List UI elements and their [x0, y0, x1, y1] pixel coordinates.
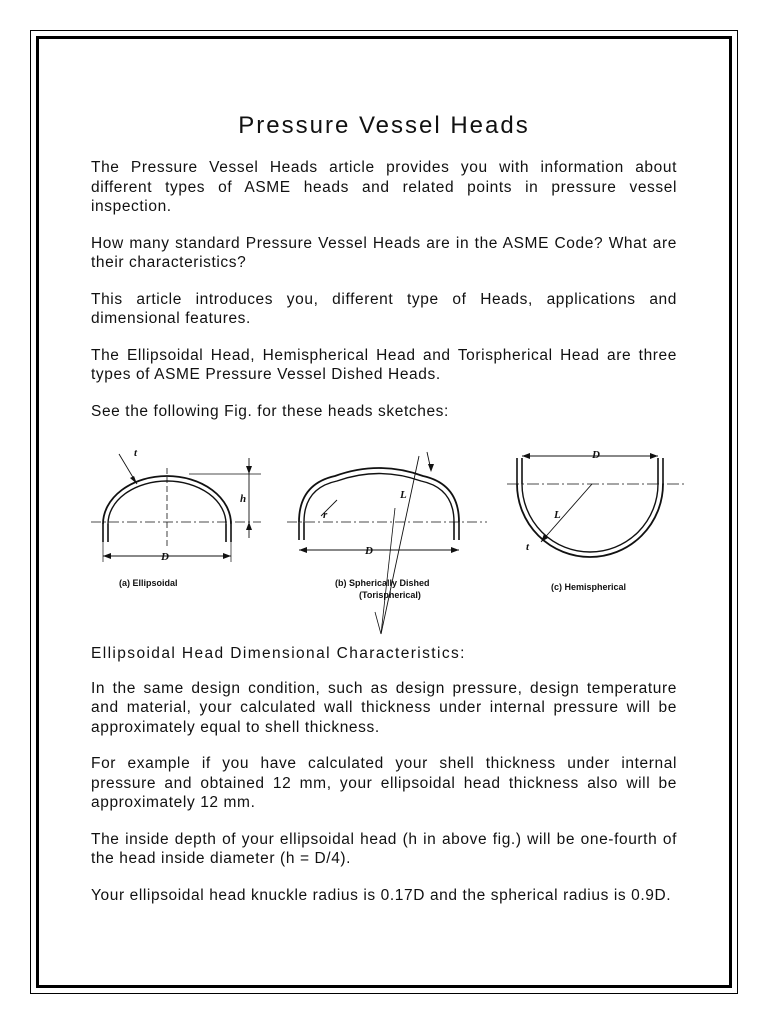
- label-L-torispherical: L: [400, 489, 407, 501]
- label-D-hemispherical: D: [592, 449, 600, 461]
- introduction-paragraph: This article introduces you, different type of Heads, applications and dimensional features.: [91, 290, 677, 327]
- inside-depth-paragraph: The inside depth of your ellipsoidal head (h in above fig.) will be one-fourth of the head inside diameter (h = D/4).: [91, 830, 677, 867]
- label-r: r: [323, 509, 328, 521]
- example-paragraph: For example if you have calculated your shell thickness under internal pressure and obtained 12 mm, your ellipsoidal head thickness also will be approximately 12 mm.: [91, 755, 677, 811]
- heads-figure: [89, 438, 689, 638]
- section-heading: Ellipsoidal Head Dimensional Characteristics:: [91, 645, 466, 662]
- label-t-ellipsoidal: t: [134, 447, 138, 459]
- label-h: h: [240, 493, 247, 505]
- intro-paragraph: The Pressure Vessel Heads article provides you with information about different types of ASME heads and related points in pressure vessel inspection.: [91, 159, 677, 215]
- hemispherical-head-drawing: [507, 453, 685, 557]
- document-body: [91, 110, 677, 922]
- figure-intro-paragraph: See the following Fig. for these heads sketches:: [91, 402, 449, 420]
- caption-spherically-dished: (b) Spherically Dished: [335, 578, 430, 588]
- label-L-hemispherical: L: [554, 509, 561, 521]
- head-types-paragraph: The Ellipsoidal Head, Hemispherical Head and Torispherical Head are three types of ASME Pressure Vessel Dished Heads.: [91, 346, 677, 383]
- page-title: Pressure Vessel Heads: [238, 112, 530, 139]
- torispherical-head-drawing: [287, 452, 487, 634]
- caption-ellipsoidal: (a) Ellipsoidal: [119, 578, 178, 588]
- caption-torispherical: (Torispherical): [359, 590, 421, 600]
- label-D-torispherical: D: [365, 545, 373, 557]
- question-paragraph: How many standard Pressure Vessel Heads are in the ASME Code? What are their characteristics?: [91, 234, 677, 271]
- caption-hemispherical: (c) Hemispherical: [551, 582, 627, 592]
- label-t-hemispherical: t: [526, 541, 530, 553]
- design-condition-paragraph: In the same design condition, such as design pressure, design temperature and material, your calculated wall thickness under internal pressure will be approximately equal to shell thickness.: [91, 679, 677, 736]
- knuckle-radius-paragraph: Your ellipsoidal head knuckle radius is 0.17D and the spherical radius is 0.9D.: [91, 886, 672, 904]
- heads-sketch-svg: [89, 438, 689, 638]
- ellipsoidal-head-drawing: [91, 454, 261, 562]
- label-D-ellipsoidal: D: [161, 551, 169, 563]
